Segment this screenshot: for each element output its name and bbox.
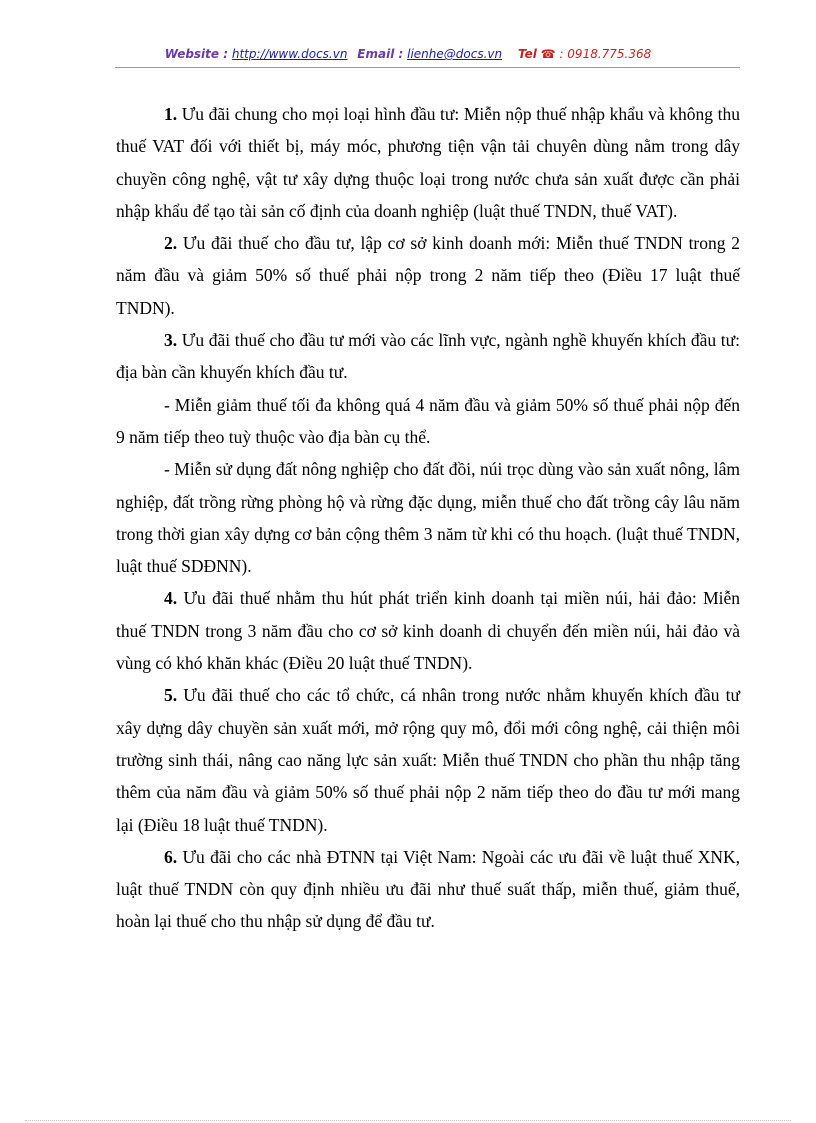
paragraph-number: 2.: [164, 233, 178, 254]
bullet-paragraph-1: [116, 389, 740, 454]
footer-divider: [25, 1120, 791, 1121]
paragraph-4: [116, 582, 740, 679]
paragraph-text: Ưu đãi thuế nhằm thu hút phát triển kinh doanh tại miền núi, hải đảo: Miễn thuế TNDN trong 3 năm đầu cho cơ sở kinh doanh di chuyển đến miền núi, hải đảo và vùng có khó khăn khác (Điều 20 luật thuế TNDN).: [116, 588, 741, 674]
website-label: Website :: [164, 47, 229, 61]
paragraph-5: [116, 679, 740, 840]
paragraph-6: [116, 841, 740, 938]
paragraph-text: Ưu đãi thuế cho đầu tư mới vào các lĩnh vực, ngành nghề khuyến khích đầu tư: địa bàn cần khuyến khích đầu tư.: [116, 330, 740, 383]
paragraph-1: [116, 98, 740, 227]
paragraph-2: [116, 227, 740, 324]
tel-label: Tel: [517, 47, 537, 61]
page-header: [0, 47, 816, 61]
paragraph-number: 6.: [164, 846, 178, 867]
paragraph-number: 1.: [164, 104, 178, 124]
paragraph-number: 5.: [164, 685, 178, 706]
paragraph-text: Ưu đãi cho các nhà ĐTNN tại Việt Nam: Ngoài các ưu đãi về luật thuế XNK, luật thuế TNDN còn quy định nhiều ưu đãi như thuế suất thấp, miễn thuế, giảm thuế, hoàn lại thuế cho thu nhập sử dụng để đầu tư.: [116, 846, 740, 932]
bullet-paragraph-2: [116, 453, 740, 582]
paragraph-number: 3.: [164, 330, 178, 351]
website-link[interactable]: http://www.docs.vn: [231, 47, 348, 61]
paragraph-3: [116, 324, 740, 389]
paragraph-text: - Miễn giảm thuế tối đa không quá 4 năm đầu và giảm 50% số thuế phải nộp đến 9 năm tiếp theo tuỳ thuộc vào địa bàn cụ thể.: [116, 394, 740, 447]
paragraph-number: 4.: [164, 588, 178, 609]
document-body: [116, 98, 740, 938]
header-divider: [115, 67, 740, 68]
email-link[interactable]: lienhe@docs.vn: [407, 47, 503, 61]
paragraph-text: - Miễn sử dụng đất nông nghiệp cho đất đồi, núi trọc dùng vào sản xuất nông, lâm nghiệp, đất trồng rừng phòng hộ và rừng đặc dụng, miễn thuế cho đất trồng cây lâu năm trong thời gian xây dựng cơ bản cộng thêm 3 năm từ khi có thu hoạch. (luật thuế TNDN, luật thuế SDĐNN).: [116, 459, 740, 577]
paragraph-text: Ưu đãi thuế cho đầu tư, lập cơ sở kinh doanh mới: Miễn thuế TNDN trong 2 năm đầu và giảm 50% số thuế phải nộp trong 2 năm tiếp theo (Điều 17 luật thuế TNDN).: [116, 233, 741, 318]
phone-icon: ☎: [540, 47, 556, 61]
paragraph-text: Ưu đãi chung cho mọi loại hình đầu tư: Miễn nộp thuế nhập khẩu và không thu thuế VAT đối với thiết bị, máy móc, phương tiện vận tải chuyên dùng nằm trong dây chuyền công nghệ, vật tư xây dựng thuộc loại trong nước chưa sản xuất được cần phải nhập khẩu để tạo tài sản cố định của doanh nghiệp (luật thuế TNDN, thuế VAT).: [116, 104, 740, 221]
email-label: Email :: [357, 47, 404, 61]
paragraph-text: Ưu đãi thuế cho các tổ chức, cá nhân trong nước nhằm khuyến khích đầu tư xây dựng dây chuyền sản xuất mới, mở rộng quy mô, đổi mới công nghệ, cải thiện môi trường sinh thái, nâng cao năng lực sản xuất: Miễn thuế TNDN cho phần thu nhập tăng thêm của năm đầu và giảm 50% số thuế phải nộp 2 năm tiếp theo do đầu tư mới mang lại (Điều 18 luật thuế TNDN).: [116, 685, 741, 835]
tel-number: : 0918.775.368: [559, 47, 652, 61]
